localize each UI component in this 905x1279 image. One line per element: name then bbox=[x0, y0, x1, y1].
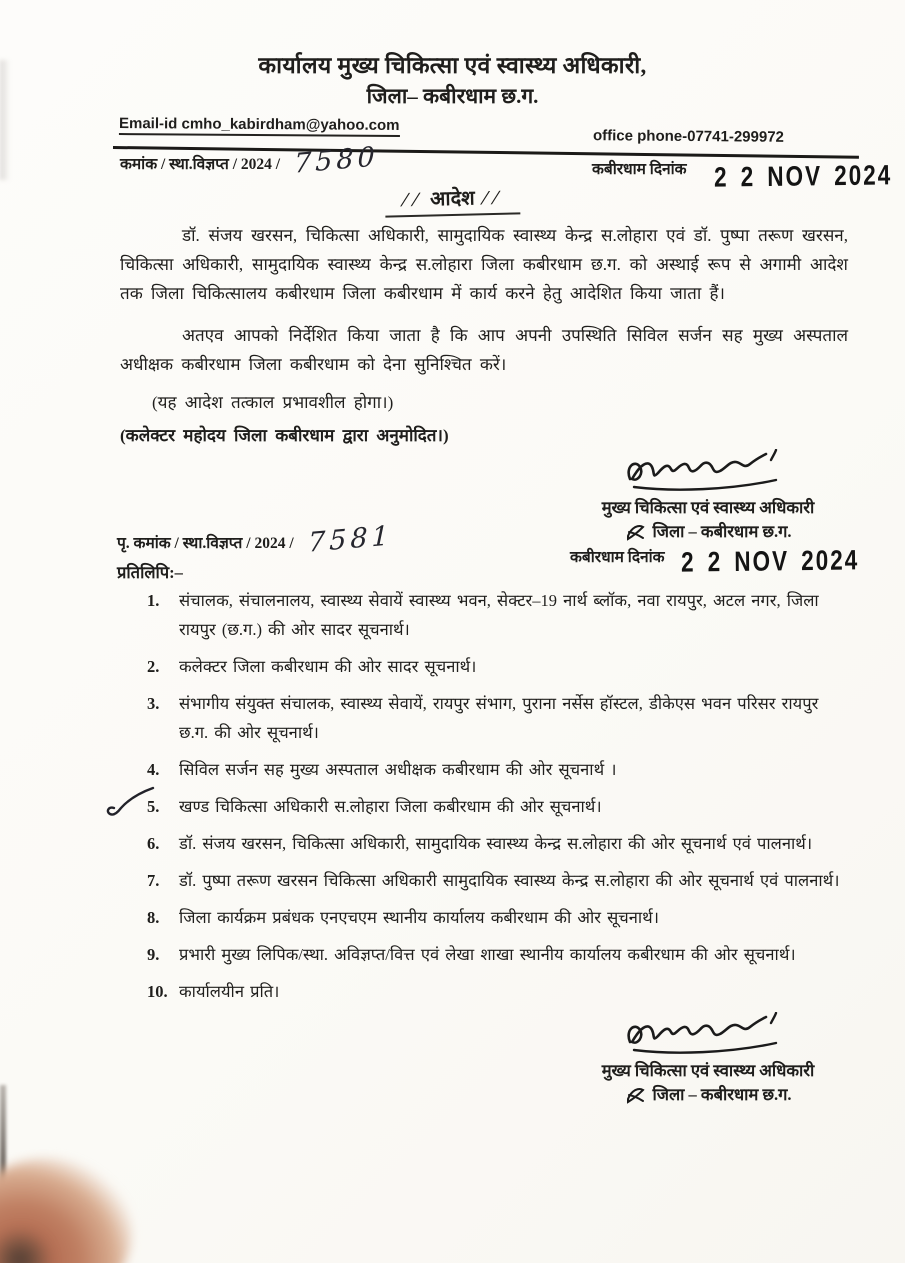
item-number: 5. bbox=[147, 797, 160, 816]
order-paragraph-2: अतएव आपको निर्देशित किया जाता है कि आप अपनी उपस्थिति सिविल सर्जन सह मुख्य अस्पताल अधीक्षक कबीरधाम जिला कबीरधाम को देना सुनिश्चित करें। bbox=[120, 326, 848, 374]
item-text: जिला कार्यक्रम प्रबंधक एनएचएम स्थानीय कार्यालय कबीरधाम की ओर सूचनार्थ। bbox=[179, 908, 659, 927]
pen-scribble-mark-icon bbox=[624, 520, 646, 542]
handwritten-ref-number: 7580 bbox=[293, 141, 379, 180]
item-number: 10. bbox=[147, 982, 168, 1001]
item-number: 1. bbox=[147, 591, 160, 610]
list-item bbox=[147, 792, 851, 821]
item-text: कार्यालयीन प्रति। bbox=[179, 982, 280, 1001]
ref-number-row bbox=[120, 141, 379, 180]
copy-distribution-list bbox=[147, 586, 851, 1014]
date-stamp: 2 2 NOV 2024 bbox=[713, 158, 893, 193]
order-title bbox=[0, 184, 905, 216]
signatory-district: जिला – कबीरधाम छ.ग. bbox=[652, 522, 792, 541]
item-number: 4. bbox=[147, 760, 160, 779]
title-slash-right: // bbox=[478, 186, 507, 210]
item-number: 8. bbox=[147, 908, 160, 927]
item-text: खण्ड चिकित्सा अधिकारी स.लोहारा जिला कबीरधाम की ओर सूचनार्थ। bbox=[179, 797, 602, 816]
item-text: कलेक्टर जिला कबीरधाम की ओर सादर सूचनार्थ। bbox=[179, 657, 477, 676]
endorsement-ref-label: पृ. कमांक / स्था.विज्ञप्त / 2024 / bbox=[117, 535, 294, 552]
copy-to-label: प्रतिलिपि:– bbox=[117, 563, 183, 582]
order-paragraph-1: डॉ. संजय खरसन, चिकित्सा अधिकारी, सामुदायिक स्वास्थ्य केन्द्र स.लोहारा एवं डॉ. पुष्पा तरूण खरसन, चिकित्सा अधिकारी, सामुदायिक स्वास्थ्य केन्द्र स.लोहारा जिला कबीरधाम छ.ग. को अस्थाई रूप से अगामी आदेश तक जिला चिकित्सालय कबीरधाम जिला कबीरधाम में कार्य करने हेतु आदेशित किया जाता हैं। bbox=[120, 226, 848, 303]
handwritten-tick-mark bbox=[105, 785, 157, 823]
item-number: 3. bbox=[147, 694, 160, 713]
item-text: प्रभारी मुख्य लिपिक/स्था. अविज्ञप्त/वित्त एवं लेखा शाखा स्थानीय कार्यालय कबीरधाम की ओर सूचनार्थ। bbox=[179, 945, 796, 964]
list-item bbox=[147, 652, 851, 681]
pen-scribble-mark-icon bbox=[624, 1083, 646, 1105]
item-text: संचालक, संचालनालय, स्वास्थ्य सेवायें स्वास्थ्य भवन, सेक्टर–19 नार्थ ब्लॉक, नवा रायपुर, अटल नगर, जिला रायपुर (छ.ग.) की ओर सादर सूचनार्थ। bbox=[179, 591, 819, 639]
signature-scribble bbox=[616, 449, 801, 497]
item-number: 9. bbox=[147, 945, 160, 964]
scan-bottom-cutoff bbox=[0, 1263, 905, 1279]
letterhead-phone: office phone-07741-299972 bbox=[592, 127, 784, 146]
title-slash-left: // bbox=[398, 188, 427, 212]
list-item bbox=[147, 689, 851, 747]
list-item bbox=[147, 829, 851, 858]
signatory-designation: मुख्य चिकित्सा एवं स्वास्थ्य अधिकारी bbox=[601, 498, 815, 517]
item-text: संभागीय संयुक्त संचालक, स्वास्थ्य सेवायें, रायपुर संभाग, पुराना नर्सेस हॉस्टल, डीकेएस भवन परिसर रायपुर छ.ग. की ओर सूचनार्थ। bbox=[179, 694, 819, 742]
signature-scribble bbox=[616, 1012, 801, 1060]
ref-number-label: कमांक / स्था.विज्ञप्त / 2024 / bbox=[120, 156, 281, 173]
list-item bbox=[147, 903, 851, 932]
letterhead-org-line1: कार्यालय मुख्य चिकित्सा एवं स्वास्थ्य अधिकारी, bbox=[258, 53, 647, 78]
place-date-label-2: कबीरधाम दिनांक bbox=[570, 549, 665, 566]
endorsement-ref-row bbox=[117, 520, 393, 559]
handwritten-endorsement-number: 7581 bbox=[307, 520, 393, 559]
signature-block-top bbox=[558, 449, 858, 576]
list-item bbox=[147, 866, 851, 895]
date-stamp-2: 2 2 NOV 2024 bbox=[680, 543, 859, 578]
note-collector-approved: (कलेक्टर महोदय जिला कबीरधाम द्वारा अनुमोदित।) bbox=[120, 426, 449, 445]
signatory-designation: मुख्य चिकित्सा एवं स्वास्थ्य अधिकारी bbox=[601, 1061, 815, 1080]
item-text: डॉ. पुष्पा तरूण खरसन चिकित्सा अधिकारी सामुदायिक स्वास्थ्य केन्द्र स.लोहारा की ओर सूचनार्थ एवं पालनार्थ। bbox=[179, 871, 840, 890]
letterhead-email: Email-id cmho_kabirdham@yahoo.com bbox=[119, 115, 400, 137]
place-date-label: कबीरधाम दिनांक bbox=[592, 161, 687, 178]
list-item bbox=[147, 977, 851, 1006]
list-item bbox=[147, 940, 851, 969]
item-text: सिविल सर्जन सह मुख्य अस्पताल अधीक्षक कबीरधाम की ओर सूचनार्थ । bbox=[179, 760, 617, 779]
signature-block-bottom bbox=[558, 1012, 858, 1105]
item-number: 2. bbox=[147, 657, 160, 676]
item-number: 7. bbox=[147, 871, 160, 890]
list-item bbox=[147, 755, 851, 784]
scan-edge-smudge bbox=[0, 60, 10, 180]
item-text: डॉ. संजय खरसन, चिकित्सा अधिकारी, सामुदायिक स्वास्थ्य केन्द्र स.लोहारा की ओर सूचनार्थ एवं पालनार्थ। bbox=[179, 834, 813, 853]
list-item bbox=[147, 586, 851, 644]
note-immediately-effective: (यह आदेश तत्काल प्रभावशील होगा।) bbox=[152, 393, 394, 412]
item-number: 6. bbox=[147, 834, 160, 853]
order-body bbox=[120, 221, 848, 450]
order-title-text: आदेश bbox=[429, 187, 476, 211]
letterhead-org-line2: जिला– कबीरधाम छ.ग. bbox=[366, 84, 539, 108]
signatory-district: जिला – कबीरधाम छ.ग. bbox=[652, 1085, 792, 1104]
